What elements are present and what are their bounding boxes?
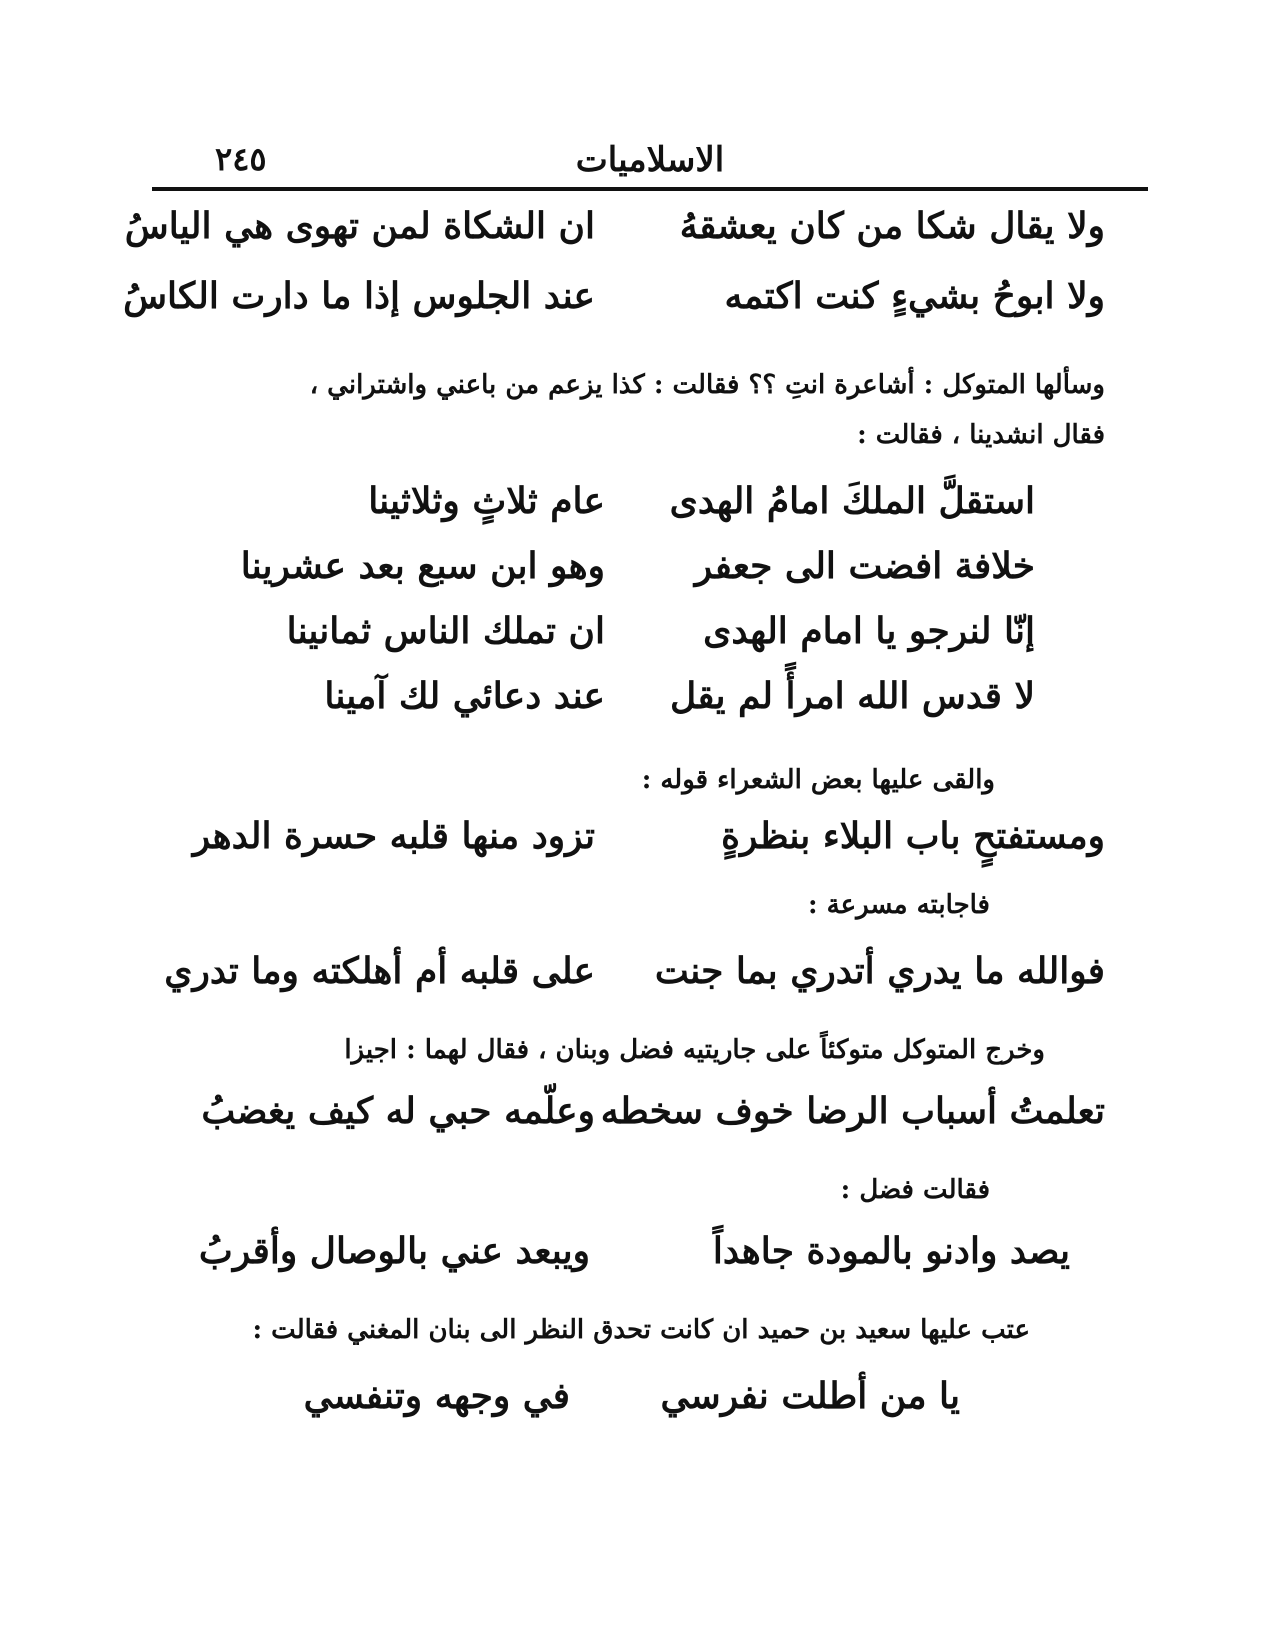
page-number: ٢٤٥	[215, 140, 267, 178]
prose-line: فاجابته مسرعة :	[808, 890, 990, 920]
verse-hemistich-left: في وجهه وتنفسي	[303, 1375, 570, 1417]
verse-hemistich-left: عند الجلوس إذا ما دارت الكاسُ	[123, 275, 595, 317]
verse-hemistich-right: فوالله ما يدري أتدري بما جنت	[654, 950, 1105, 992]
verse-line	[225, 480, 1035, 530]
verse-hemistich-right: يصد وادنو بالمودة جاهداً	[712, 1230, 1070, 1272]
verse-hemistich-right: يا من أطلت نفرسي	[660, 1375, 960, 1417]
verse-line	[290, 1375, 960, 1425]
verse-hemistich-left: عام ثلاثٍ وثلاثينا	[368, 480, 605, 522]
verse-hemistich-left: ان الشكاة لمن تهوى هي الياسُ	[124, 205, 595, 247]
verse-hemistich-right: لا قدس الله امرأً لم يقل	[669, 675, 1035, 717]
verse-line	[225, 545, 1035, 595]
verse-line	[155, 1090, 1105, 1140]
verse-hemistich-right: خلافة افضت الى جعفر	[694, 545, 1035, 587]
verse-line	[155, 950, 1105, 1000]
verse-line	[225, 675, 1035, 725]
prose-line: عتب عليها سعيد بن حميد ان كانت تحدق النظر الى بنان المغني فقالت :	[252, 1315, 1030, 1345]
header-rule	[152, 187, 1148, 191]
verse-hemistich-left: وهو ابن سبع بعد عشرينا	[240, 545, 605, 587]
verse-hemistich-right: ولا يقال شكا من كان يعشقهُ	[679, 205, 1105, 247]
verse-hemistich-left: ويبعد عني بالوصال وأقربُ	[198, 1230, 590, 1272]
verse-hemistich-left: ان تملك الناس ثمانينا	[286, 610, 605, 652]
verse-hemistich-right: ومستفتحٍ باب البلاء بنظرةٍ	[721, 815, 1105, 857]
verse-line	[155, 815, 1105, 865]
prose-line: والقى عليها بعض الشعراء قوله :	[641, 765, 995, 795]
verse-hemistich-left: وعلّمه حبي له كيف يغضبُ	[201, 1090, 595, 1132]
verse-line	[124, 205, 1105, 255]
prose-line: فقال انشدينا ، فقالت :	[857, 420, 1105, 450]
verse-hemistich-right: إنّا لنرجو يا امام الهدى	[703, 610, 1035, 652]
verse-hemistich-left: تزود منها قلبه حسرة الدهر	[192, 815, 595, 857]
verse-hemistich-right: ولا ابوحُ بشيءٍ كنت اكتمه	[724, 275, 1105, 317]
prose-line: فقالت فضل :	[840, 1175, 990, 1205]
verse-hemistich-left: على قلبه أم أهلكته وما تدري	[164, 950, 595, 992]
running-title: الاسلاميات	[575, 140, 725, 180]
verse-line	[123, 275, 1105, 325]
verse-line	[225, 610, 1035, 660]
verse-line	[180, 1230, 1070, 1280]
page-header	[155, 140, 1145, 190]
verse-hemistich-left: عند دعائي لك آمينا	[324, 675, 605, 717]
verse-hemistich-right: تعلمتُ أسباب الرضا خوف سخطه	[600, 1090, 1105, 1132]
verse-hemistich-right: استقلَّ الملكَ امامُ الهدى	[669, 480, 1035, 522]
prose-line: وخرج المتوكل متوكئاً على جاريتيه فضل وبنان ، فقال لهما : اجيزا	[344, 1035, 1045, 1065]
prose-line: وسألها المتوكل : أشاعرة انتِ ؟؟ فقالت : كذا يزعم من باعني واشتراني ،	[309, 370, 1105, 400]
